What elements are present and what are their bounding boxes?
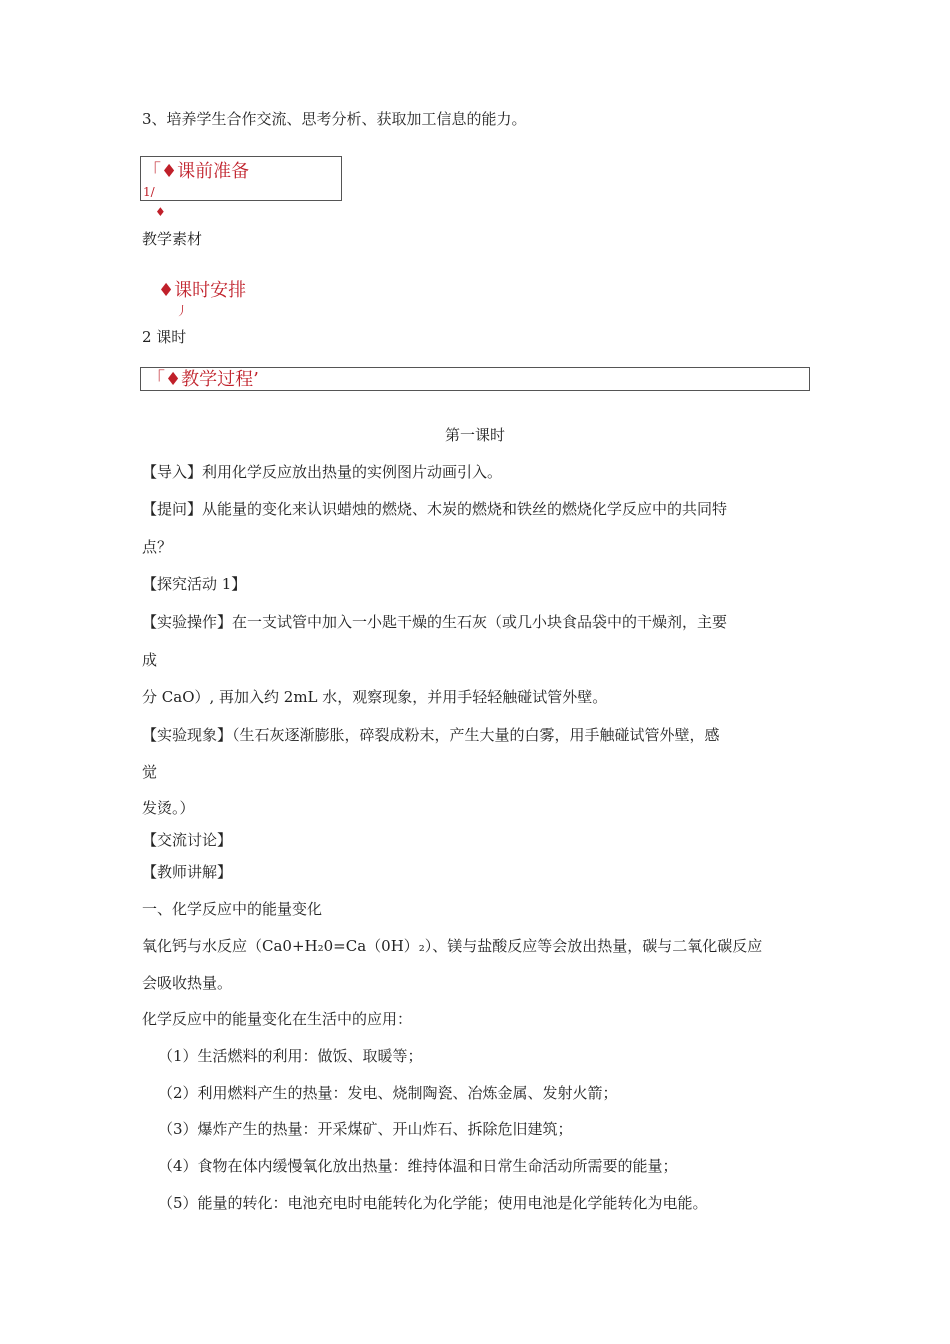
paragraph-line: 化学反应中的能量变化在生活中的应用：	[142, 1010, 413, 1028]
paragraph-line: 成	[142, 651, 158, 669]
paragraph-line: 【实验现象】（生石灰逐渐膨胀，碎裂成粉末，产生大量的白雾，用手触碰试管外壁，感	[142, 726, 720, 744]
prep-bullet-icon: ♦	[155, 205, 166, 219]
schedule-heading-mark: 丿	[176, 304, 189, 318]
paragraph-line: 【交流讨论】	[142, 831, 233, 849]
list-item: （5）能量的转化：电池充电时电能转化为化学能；使用电池是化学能转化为电能。	[158, 1194, 708, 1212]
process-heading-title: 「♦教学过程’	[147, 369, 259, 390]
paragraph-line: 点？	[142, 538, 173, 556]
paragraph-line: 觉	[142, 763, 158, 781]
paragraph-line: 发烫。）	[142, 799, 195, 817]
section-heading: 一、化学反应中的能量变化	[142, 900, 323, 918]
list-item: （1）生活燃料的利用：做饭、取暖等；	[158, 1047, 423, 1065]
schedule-heading-title: ♦课时安排	[158, 280, 247, 301]
process-heading-box	[140, 367, 810, 391]
list-item: （3）爆炸产生的热量：开采煤矿、开山炸石、拆除危旧建筑；	[158, 1120, 573, 1138]
paragraph-line: 【提问】从能量的变化来认识蜡烛的燃烧、木炭的燃烧和铁丝的燃烧化学反应中的共同特	[142, 500, 728, 518]
prep-heading-mark: 1/	[143, 185, 155, 199]
paragraph-line: 【探究活动 1】	[142, 575, 247, 593]
prep-heading-title: 「♦课前准备	[143, 161, 250, 182]
paragraph-line: 分 CaO）, 再加入约 2mL 水，观察现象，并用手轻轻触碰试管外壁。	[142, 688, 608, 706]
paragraph-line: 氧化钙与水反应（Ca0+H₂0=Ca（0H）₂）、镁与盐酸反应等会放出热量，碳与二氧化碳反应	[142, 937, 763, 955]
list-item: （4）食物在体内缓慢氧化放出热量：维持体温和日常生命活动所需要的能量；	[158, 1157, 678, 1175]
paragraph-line: 【实验操作】在一支试管中加入一小匙干燥的生石灰（或几小块食品袋中的干燥剂，主要	[142, 613, 728, 631]
intro-line: 3、培养学生合作交流、思考分析、获取加工信息的能力。	[142, 110, 527, 128]
paragraph-line: 会吸收热量。	[142, 974, 233, 992]
list-item: （2）利用燃料产生的热量：发电、烧制陶瓷、冶炼金属、发射火箭；	[158, 1084, 618, 1102]
prep-heading-box	[140, 156, 342, 201]
paragraph-line: 【导入】利用化学反应放出热量的实例图片动画引入。	[142, 463, 503, 481]
paragraph-line: 【教师讲解】	[142, 863, 233, 881]
schedule-text: 2 课时	[142, 328, 187, 346]
materials-text: 教学素材	[142, 230, 203, 248]
lesson-title: 第一课时	[444, 426, 505, 444]
